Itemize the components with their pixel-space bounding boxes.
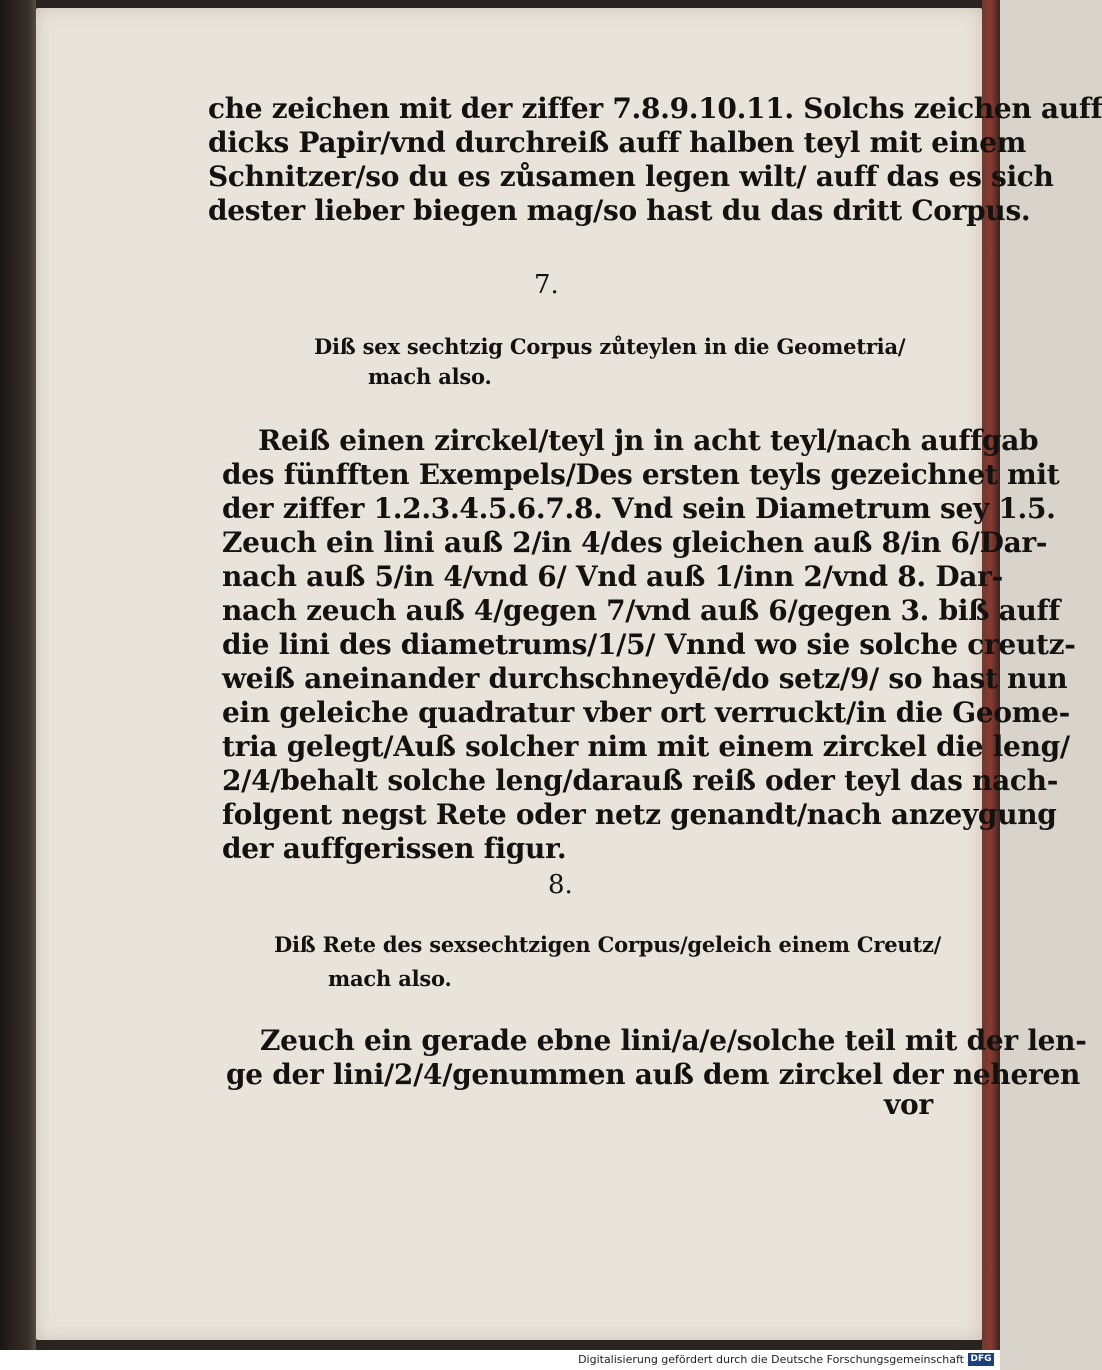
text-line: Schnitzer/so du es zůsamen legen wilt/ auff das es sich	[208, 160, 1054, 193]
text-line: dester lieber biegen mag/so hast du das dritt Corpus.	[208, 194, 1031, 227]
text-line: nach auß 5/in 4/vnd 6/ Vnd auß 1/inn 2/vnd 8. Dar-	[222, 560, 1003, 593]
funding-credit: Digitalisierung gefördert durch die Deutsche Forschungsgemeinschaft	[578, 1353, 964, 1366]
text-line: ge der lini/2/4/genummen auß dem zirckel der neheren	[226, 1058, 1081, 1091]
text-line: Zeuch ein gerade ebne lini/a/e/solche teil mit der len-	[260, 1024, 1087, 1057]
text-line: des fünfften Exempels/Des ersten teyls gezeichnet mit	[222, 458, 1060, 491]
text-line: die lini des diametrums/1/5/ Vnnd wo sie solche creutz-	[222, 628, 1076, 661]
text-line: Zeuch ein lini auß 2/in 4/des gleichen auß 8/in 6/Dar-	[222, 526, 1048, 559]
section-number: 8.	[548, 870, 573, 900]
book-gutter-shadow	[0, 0, 36, 1350]
section-heading: Diß sex sechtzig Corpus zůteylen in die Geometria/	[314, 334, 906, 359]
book-page	[36, 8, 1102, 1340]
section-heading: Diß Rete des sexsechtzigen Corpus/geleich einem Creutz/	[274, 932, 942, 957]
text-line: weiß aneinander durchschneydē/do setz/9/ so hast nun	[222, 662, 1068, 695]
text-line: folgent negst Rete oder netz genandt/nach anzeygung	[222, 798, 1057, 831]
text-line: der ziffer 1.2.3.4.5.6.7.8. Vnd sein Diametrum sey 1.5.	[222, 492, 1056, 525]
section-heading: mach also.	[328, 966, 452, 991]
dfg-logo: DFG	[968, 1353, 994, 1366]
section-number: 7.	[534, 270, 559, 300]
text-line: der auffgerissen figur.	[222, 832, 567, 865]
text-line: Reiß einen zirckel/teyl jn in acht teyl/nach auffgab	[258, 424, 1039, 457]
text-line: dicks Papir/vnd durchreiß auff halben teyl mit einem	[208, 126, 1027, 159]
section-heading: mach also.	[368, 364, 492, 389]
catchword: vor	[884, 1088, 933, 1121]
text-line: che zeichen mit der ziffer 7.8.9.10.11. Solchs zeichen auff	[208, 92, 1102, 125]
text-line: ein geleiche quadratur vber ort verruckt/in die Geome-	[222, 696, 1070, 729]
text-line: nach zeuch auß 4/gegen 7/vnd auß 6/gegen 3. biß auff	[222, 594, 1060, 627]
text-line: 2/4/behalt solche leng/darauß reiß oder teyl das nach-	[222, 764, 1059, 797]
text-line: tria gelegt/Auß solcher nim mit einem zirckel die leng/	[222, 730, 1070, 763]
footer-bar	[0, 1350, 1000, 1370]
